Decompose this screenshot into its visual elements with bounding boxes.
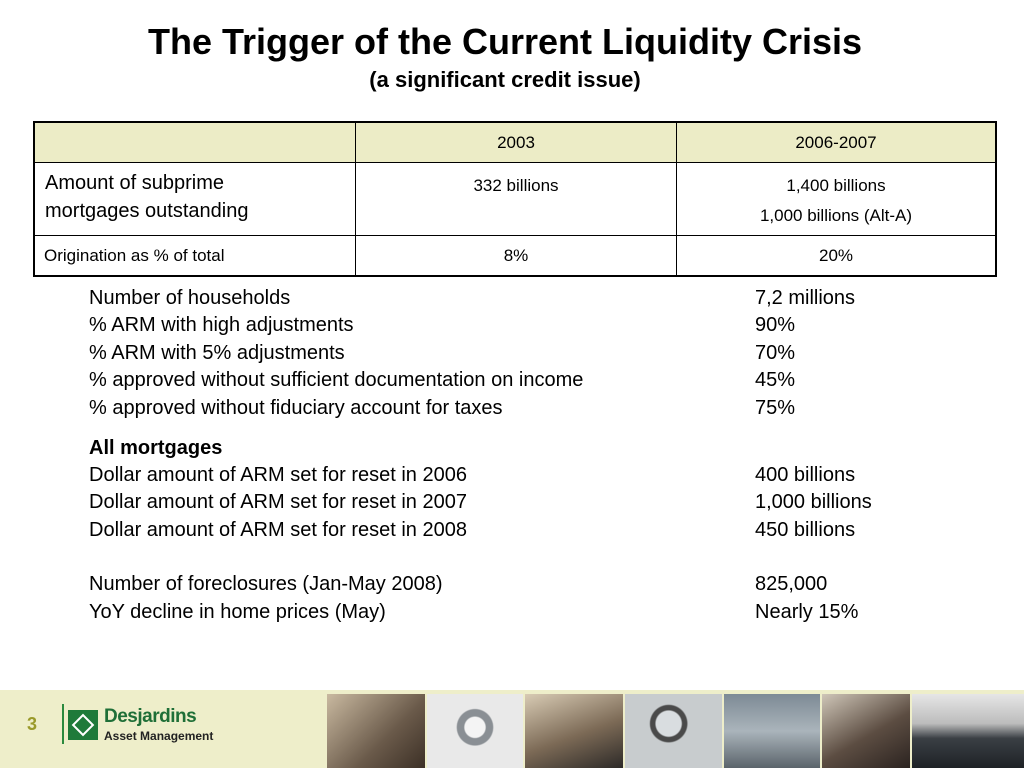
stat-label: Dollar amount of ARM set for reset in 2006	[89, 463, 467, 486]
stat-value: 90%	[755, 314, 796, 337]
stat-value: 45%	[755, 369, 796, 392]
table-header-2006-2007: 2006-2007	[677, 122, 997, 163]
stat-label: Dollar amount of ARM set for reset in 2007	[89, 491, 467, 514]
list-item	[89, 517, 969, 544]
all-mortgages-heading: All mortgages	[89, 436, 223, 459]
list-item	[89, 367, 969, 394]
list-item	[89, 395, 969, 422]
stat-label: % ARM with 5% adjustments	[89, 341, 345, 364]
slide-subtitle: (a significant credit issue)	[369, 67, 641, 92]
woman-on-phone-photo	[822, 694, 910, 768]
desjardins-logo-icon	[68, 710, 98, 740]
stat-label: YoY decline in home prices (May)	[89, 600, 386, 623]
cell-2006-subprime-line1: 1,400 billions	[786, 176, 886, 195]
table-header-row	[34, 122, 996, 163]
stat-value: Nearly 15%	[755, 600, 859, 623]
cell-2006-subprime-line2: 1,000 billions (Alt-A)	[759, 206, 913, 225]
stat-label: % ARM with high adjustments	[89, 314, 354, 337]
list-item	[89, 462, 969, 489]
list-item	[89, 312, 969, 339]
stat-label: % approved without fiduciary account for taxes	[89, 396, 503, 419]
table-row	[34, 163, 996, 236]
cell-2003-subprime: 332 billions	[356, 163, 677, 236]
photo-strip	[327, 694, 1024, 768]
list-item	[89, 489, 969, 516]
table-header-empty	[34, 122, 356, 163]
stat-label: % approved without sufficient documentation on income	[89, 369, 584, 392]
spacer	[89, 544, 969, 571]
logo-divider	[62, 704, 64, 744]
subprime-table	[33, 121, 997, 277]
cell-2003-origination: 8%	[356, 236, 677, 277]
magnifying-glass-photo	[625, 694, 722, 768]
stat-value: 75%	[755, 396, 796, 419]
stat-label: Number of households	[89, 287, 291, 309]
office-handshake-photo	[525, 694, 623, 768]
origami-and-trader-photo	[912, 694, 1024, 768]
list-item	[89, 340, 969, 367]
cell-2006-subprime	[677, 163, 997, 236]
stat-value: 450 billions	[755, 518, 856, 541]
stat-label: Dollar amount of ARM set for reset in 2008	[89, 518, 467, 541]
carabiner-photo	[427, 694, 523, 768]
table-header-2003: 2003	[356, 122, 677, 163]
slide-title: The Trigger of the Current Liquidity Crisis	[147, 21, 863, 62]
logo-name: Desjardins	[104, 706, 197, 727]
list-item	[89, 285, 969, 312]
stat-value: 7,2 millions	[755, 287, 856, 309]
logo-subtitle: Asset Management	[104, 729, 214, 743]
stat-value: 70%	[755, 341, 796, 364]
cell-2006-origination: 20%	[677, 236, 997, 277]
stat-value: 825,000	[755, 573, 828, 596]
desjardins-logo	[62, 704, 222, 744]
page-number: 3	[27, 714, 38, 734]
list-item	[89, 599, 969, 626]
stat-value: 1,000 billions	[755, 491, 872, 514]
table-row	[34, 236, 996, 277]
stats-list	[89, 285, 969, 626]
city-skyline-photo	[724, 694, 820, 768]
list-item	[89, 571, 969, 598]
stat-label: Number of foreclosures (Jan-May 2008)	[89, 573, 443, 596]
row-label-origination: Origination as % of total	[34, 236, 356, 277]
stat-value: 400 billions	[755, 463, 856, 486]
footer-band	[0, 690, 1024, 768]
row-label-text: Amount of subprime mortgages outstanding	[45, 172, 249, 222]
business-meeting-photo	[327, 694, 425, 768]
row-label-subprime	[34, 163, 356, 236]
